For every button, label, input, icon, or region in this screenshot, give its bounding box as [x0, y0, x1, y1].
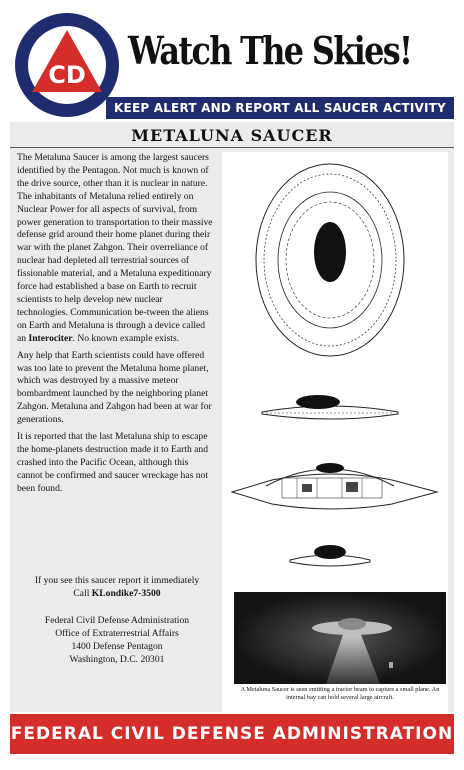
- content-panel: [10, 122, 454, 712]
- saucer-side-view-diagram-icon: [262, 395, 398, 419]
- saucer-cutaway-diagram-icon: [232, 463, 437, 509]
- interociter-term: Interociter: [28, 332, 73, 344]
- logo-letters: CD: [48, 61, 86, 89]
- civil-defense-logo-icon: [14, 12, 120, 118]
- poster-title: Watch The Skies!: [128, 28, 412, 73]
- photo-caption: A Metaluna Saucer is seen emitting a tractor beam to capture a small plane. An internal bay can hold several large aircraft.: [240, 686, 440, 701]
- article-title: METALUNA SAUCER: [131, 126, 333, 145]
- phone-number: KLondike7-3500: [91, 588, 161, 599]
- address-line-3: 1400 Defense Pentagon: [71, 641, 163, 652]
- call-prefix: Call: [73, 588, 92, 599]
- alert-banner: KEEP ALERT AND REPORT ALL SAUCER ACTIVITY: [106, 97, 454, 119]
- title-divider: [10, 147, 454, 148]
- spacer: [17, 600, 217, 614]
- report-block: [17, 574, 217, 666]
- saucer-diagrams: [222, 152, 448, 592]
- paragraph-3: It is reported that the last Metaluna ship to escape the home-planets destruction made it to Earth and crashed into the Pacific Ocean, although this cannot be confirmed and saucer wreckage has not been found.: [17, 431, 209, 494]
- saucer-front-view-diagram-icon: [290, 545, 370, 566]
- paragraph-1-text: The Metaluna Saucer is among the largest saucers identified by the Pentagon. Not much is known of the drive source, other than it is nuclear in nature. The inhabitants of Metaluna relied entirely on Nuclear Power for all aspects of survival, from power generation to transportation to their massive defense grid around their home planet during their war with the planet Zahgon. Their overreliance of nuclear had depleted all terrestrial sources of fissionable material, and a Metaluna expeditionary force had established a base on Earth to recruit scientists to help develop new nuclear technologies. Communication be-tween the aliens on Earth and Metaluna is through a device called an: [17, 152, 213, 344]
- address-line-4: Washington, D.C. 20301: [69, 654, 165, 665]
- saucer-top-view-diagram-icon: [256, 164, 404, 356]
- report-call: [17, 587, 217, 600]
- article-body: [17, 152, 213, 500]
- report-instruction: If you see this saucer report it immediately: [34, 575, 200, 586]
- paragraph-1-end: . No known example exists.: [72, 332, 180, 344]
- saucer-photo: [234, 592, 446, 684]
- address-line-1: Federal Civil Defense Administration: [44, 615, 190, 626]
- paragraph-2: Any help that Earth scientists could have offered was too late to prevent the Metaluna home planet, which was destroyed by a massive meteor bombardment launched by the neighboring planet Zahgon. Metaluna and Zahgon had been at war for generations.: [17, 349, 212, 426]
- address-line-2: Office of Extraterrestrial Affairs: [55, 628, 179, 639]
- footer-banner: FEDERAL CIVIL DEFENSE ADMINISTRATION: [10, 714, 454, 754]
- paragraph-1: [17, 152, 213, 346]
